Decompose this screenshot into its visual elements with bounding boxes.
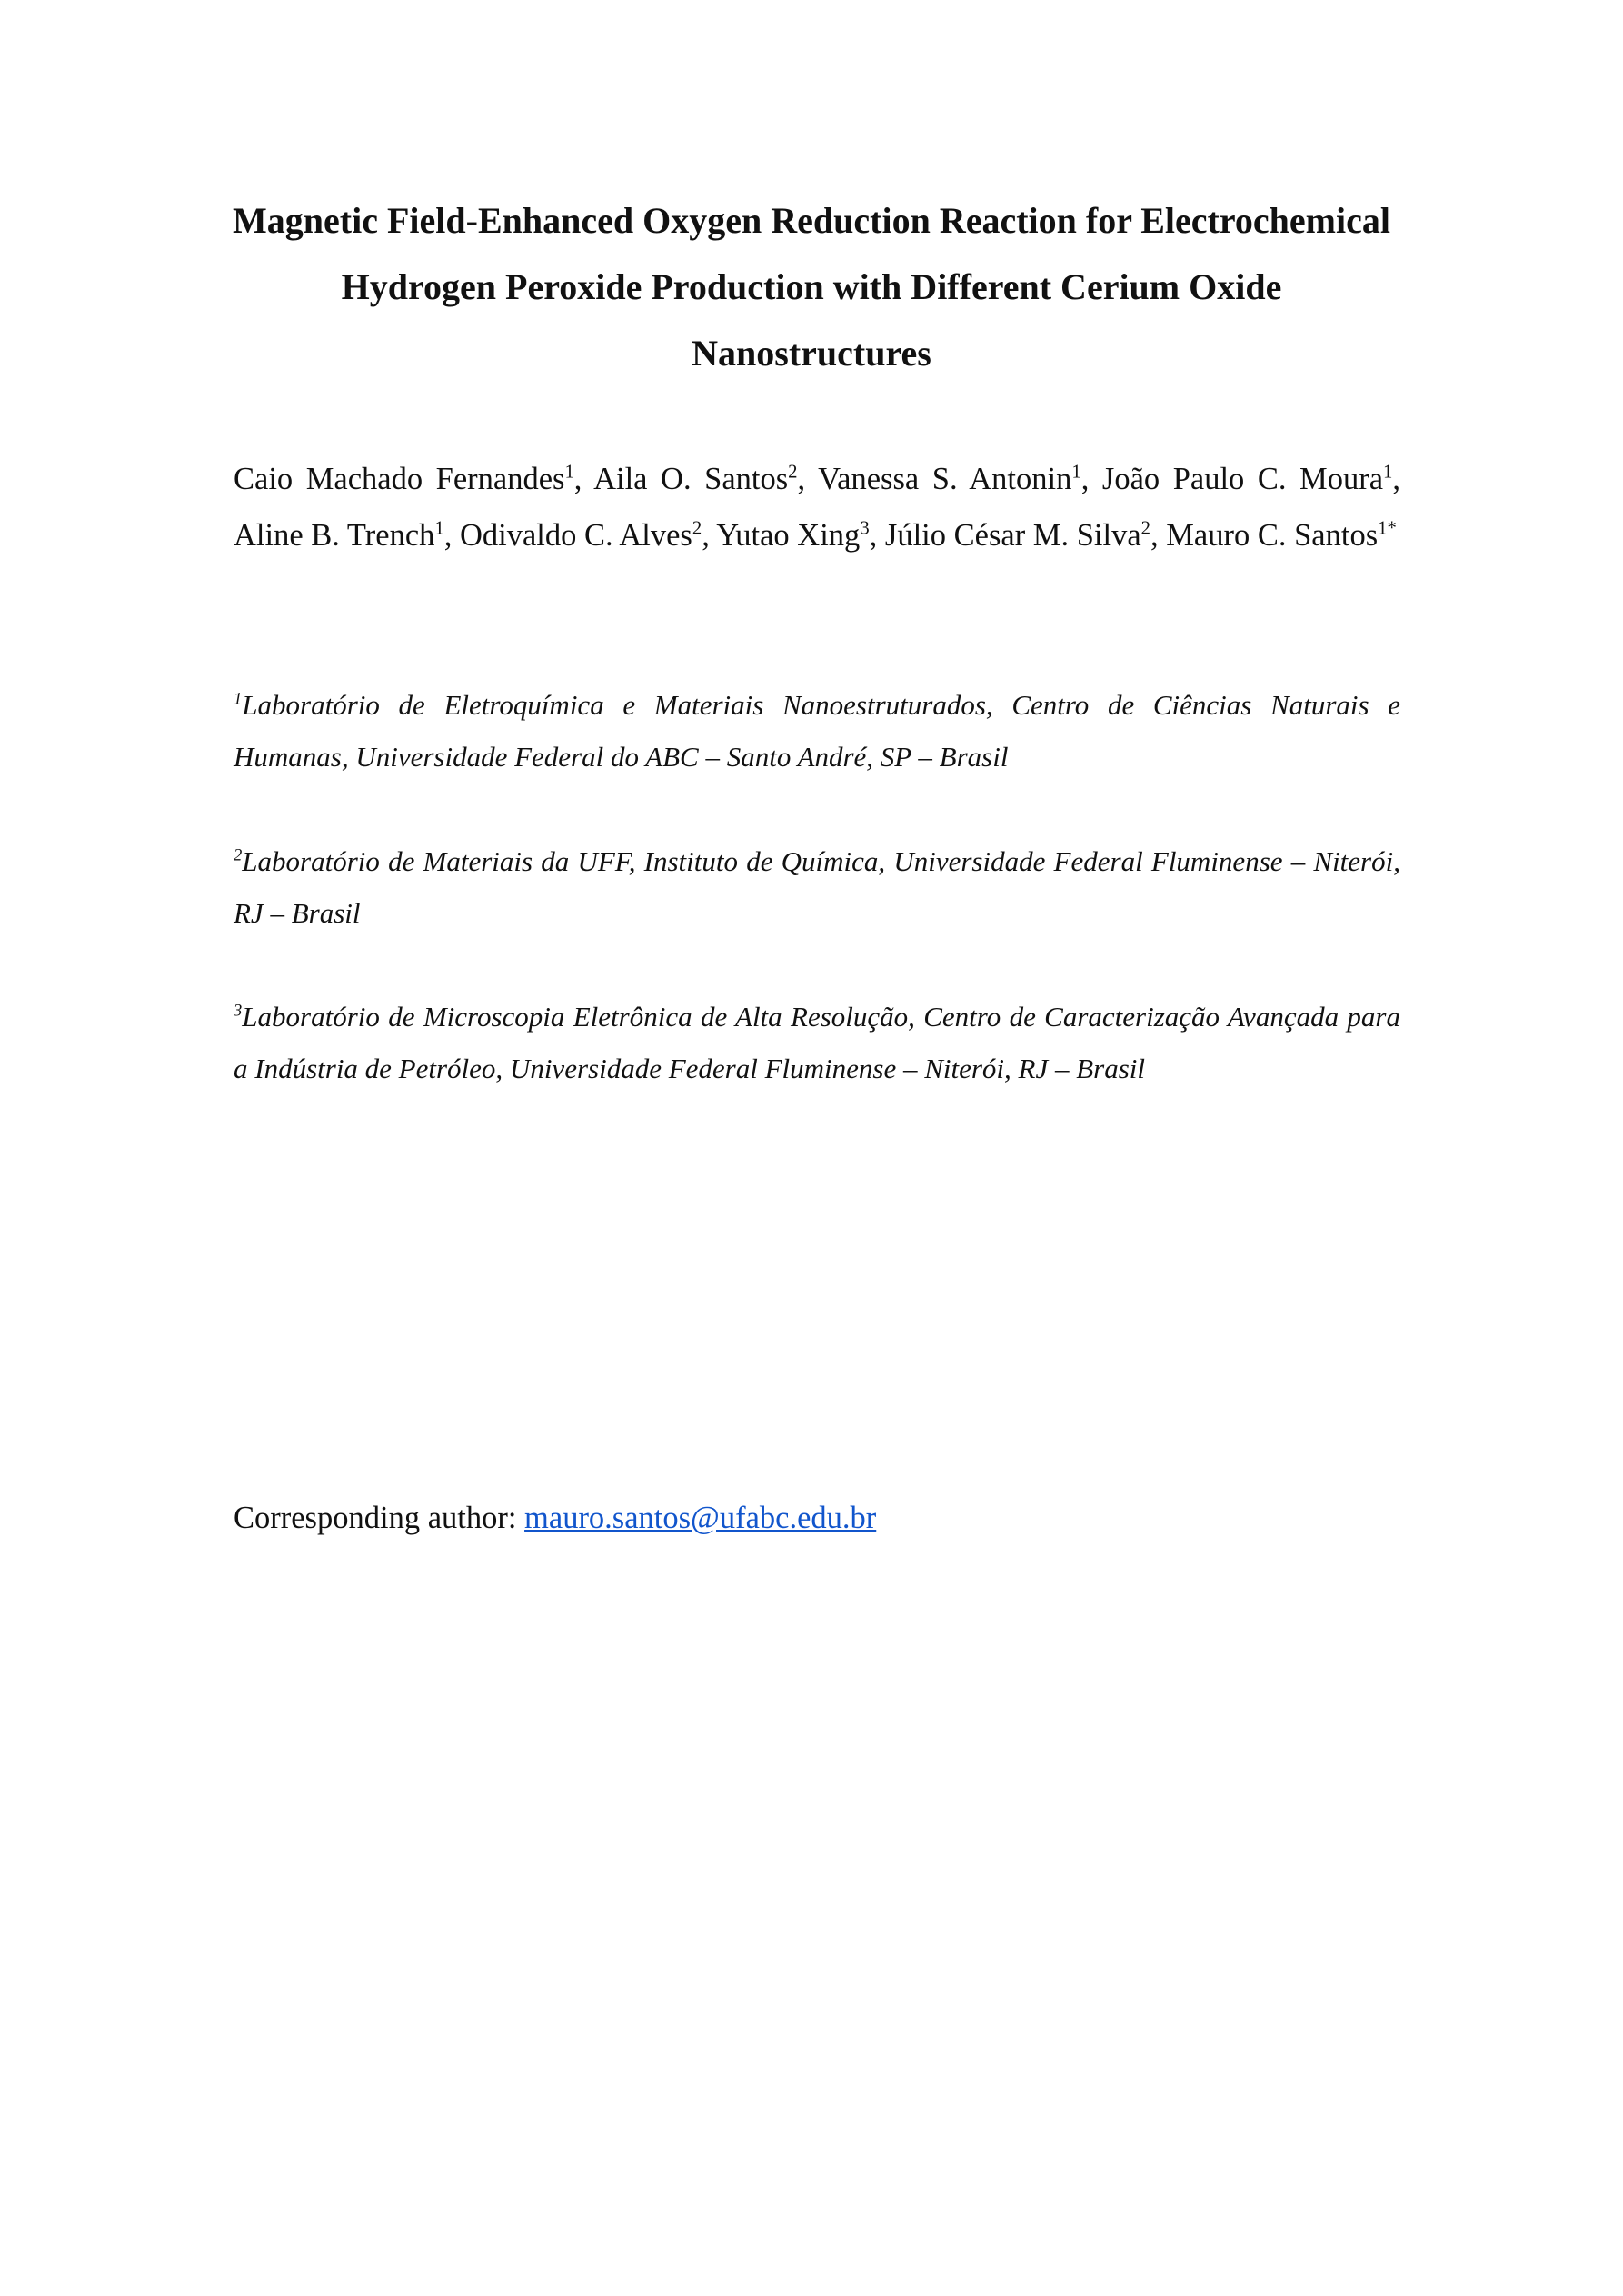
affiliation-mark: 1* (1378, 518, 1397, 539)
author-list: Caio Machado Fernandes$^1$, Aila O. Santos$^2$, Vanessa S. Antonin$^1$, João Paulo C. Moura$^1$, Aline B. Trench$^1$, Odivaldo C. Alves$^2$, Yutao Xing$^3$, Júlio César M. Silva$^2$, Mauro C. Santos$^{1*}$ (234, 462, 1401, 553)
affiliation-number: 1 (234, 689, 243, 709)
author-name: Júlio César M. Silva$^2$ (884, 518, 1150, 553)
affiliation-text: Laboratório de Eletroquímica e Materiais Nanoestruturados, Centro de Ciências Naturais e Humanas, Universidade Federal do ABC – Santo André, SP – Brasil (234, 689, 1400, 773)
affiliation-mark: 1 (434, 518, 444, 539)
affiliation-2 (234, 835, 1400, 939)
affiliation-mark: 2 (692, 518, 702, 539)
author-name: Vanessa S. Antonin$^1$ (818, 462, 1081, 496)
email-link[interactable]: mauro.santos@ufabc.edu.br (524, 1501, 877, 1535)
author-name: Odivaldo C. Alves$^2$ (459, 518, 702, 553)
author-name: Yutao Xing$^3$ (716, 518, 870, 553)
affiliation-mark: 3 (860, 518, 870, 539)
corresponding-author (234, 1495, 876, 1541)
author-name: Mauro C. Santos$^{1*}$ (1166, 518, 1397, 553)
affiliation-mark: 1 (1383, 462, 1393, 483)
affiliation-mark: 1 (564, 462, 574, 483)
corresponding-label: Corresponding author: (234, 1501, 525, 1535)
affiliation-number: 2 (234, 845, 243, 865)
affiliation-mark: 2 (1140, 518, 1150, 539)
affiliation-text: Laboratório de Microscopia Eletrônica de Alta Resolução, Centro de Caracterização Avançada para a Indústria de Petróleo, Universidade Federal Fluminense – Niterói, RJ – Brasil (234, 1001, 1400, 1084)
author-name: Aline B. Trench$^1$ (234, 518, 444, 553)
author-name: Caio Machado Fernandes$^1$ (234, 462, 574, 496)
author-name: Aila O. Santos$^2$ (593, 462, 798, 496)
paper-title: Magnetic Field-Enhanced Oxygen Reduction Reaction for Electrochemical Hydrogen Peroxide Production with Different Cerium Oxide Nanostructures (233, 200, 1390, 374)
affiliation-mark: 1 (1071, 462, 1081, 483)
affiliation-number: 3 (234, 1001, 243, 1021)
affiliation-mark: 2 (788, 462, 798, 483)
affiliation-3 (234, 991, 1400, 1094)
affiliation-1 (234, 679, 1400, 783)
author-name: João Paulo C. Moura$^1$ (1101, 462, 1393, 496)
affiliation-text: Laboratório de Materiais da UFF, Instituto de Química, Universidade Federal Fluminense – Niterói, RJ – Brasil (234, 845, 1400, 929)
